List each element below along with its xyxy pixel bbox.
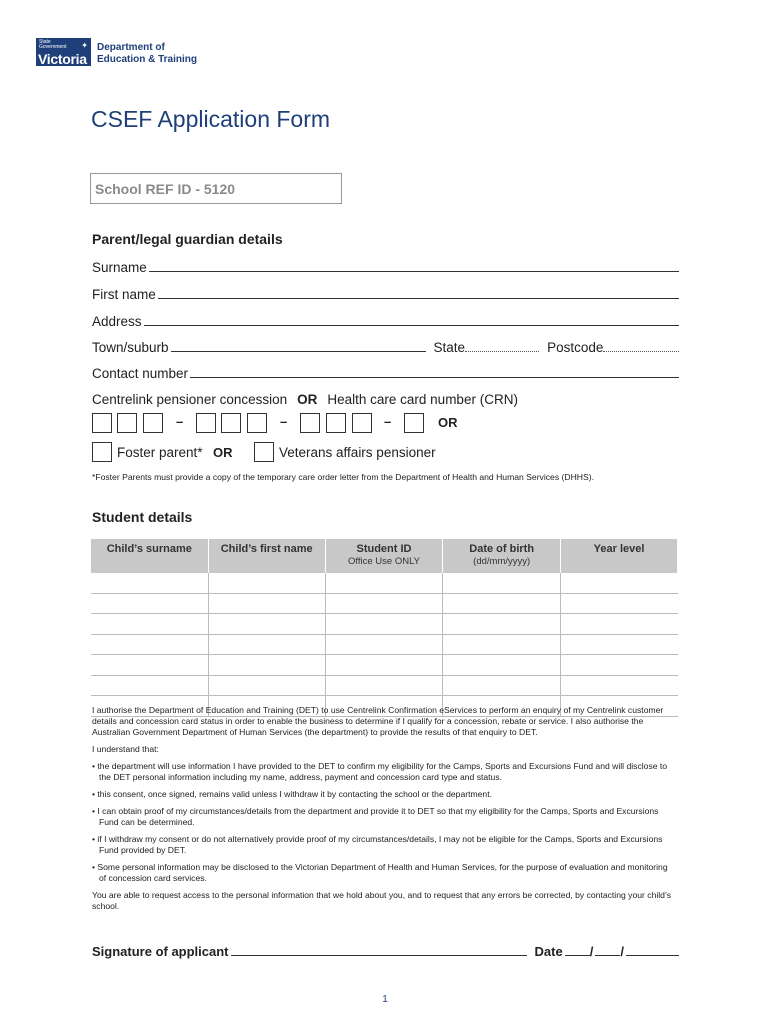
table-cell[interactable] — [325, 634, 442, 655]
foster-note: *Foster Parents must provide a copy of the temporary care order letter from the Department of Health and Human Services (DHHS). — [92, 472, 594, 482]
table-cell[interactable] — [208, 573, 325, 593]
student-table-body — [91, 573, 678, 716]
or-label: OR — [297, 392, 318, 407]
consent-access: You are able to request access to the personal information that we hold about you, and to request that any errors be corrected, by contacting your child’s school. — [92, 890, 671, 911]
crn-or-label: OR — [438, 415, 458, 430]
address-row — [92, 311, 679, 329]
table-cell[interactable] — [561, 573, 678, 593]
column-header: Child’s first name — [208, 539, 325, 573]
star-icon: ✦ — [81, 41, 88, 50]
logo-state-text: State Government — [39, 39, 67, 50]
crn-box[interactable] — [326, 413, 346, 433]
table-cell[interactable] — [443, 634, 561, 655]
crn-box[interactable] — [221, 413, 241, 433]
dept-line-1: Department of — [97, 42, 165, 53]
consent-intro: I authorise the Department of Education and Training (DET) to use Centrelink Confirmation eServices to perform an enquiry of my Centrelink customer details and concession card status in order to enable the business to determine if I qualify for a concession, rebate or service. I also authorise the Australian Government Department of Human Services (the department) to provide the results of that enquiry to DET. — [92, 705, 664, 737]
parent-section-heading: Parent/legal guardian details — [92, 231, 283, 247]
table-row — [91, 614, 678, 635]
table-row — [91, 573, 678, 593]
postcode-label: Postcode — [547, 340, 604, 355]
first-name-row — [92, 284, 679, 302]
foster-checkbox[interactable] — [92, 442, 112, 462]
date-year-field[interactable] — [626, 954, 679, 956]
table-cell[interactable] — [208, 593, 325, 614]
form-title: CSEF Application Form — [91, 106, 331, 132]
address-label: Address — [92, 314, 142, 329]
town-row — [92, 337, 679, 355]
page-number: 1 — [382, 994, 388, 1005]
consent-bullet: • the department will use information I have provided to the DET to confirm my eligibility for the Camps, Sports and Excursions Fund and will disclose to the DET personal information including my name, address, payment and concession card type and status. — [92, 761, 668, 782]
consent-bullet: • this consent, once signed, remains valid unless I withdraw it by contacting the school or the department. — [92, 789, 492, 799]
table-cell[interactable] — [208, 634, 325, 655]
surname-row — [92, 257, 679, 275]
table-cell[interactable] — [325, 593, 442, 614]
column-header: Year level — [561, 539, 678, 573]
crn-box[interactable] — [92, 413, 112, 433]
table-cell[interactable] — [561, 593, 678, 614]
crn-box[interactable] — [247, 413, 267, 433]
surname-field[interactable] — [149, 270, 679, 272]
signature-label: Signature of applicant — [92, 944, 229, 959]
table-cell[interactable] — [91, 655, 208, 676]
date-day-field[interactable] — [565, 954, 590, 956]
student-table-header — [91, 539, 678, 573]
column-header: Child’s surname — [91, 539, 208, 573]
table-cell[interactable] — [443, 675, 561, 696]
concession-b-label: Health care card number (CRN) — [327, 392, 518, 407]
dept-line-2: Education & Training — [97, 54, 198, 65]
table-cell[interactable] — [561, 675, 678, 696]
signature-field[interactable] — [231, 954, 527, 956]
veterans-checkbox[interactable] — [254, 442, 274, 462]
school-ref-text: School REF ID - 5120 — [95, 181, 236, 197]
first-name-field[interactable] — [158, 297, 679, 299]
table-cell[interactable] — [443, 655, 561, 676]
address-field[interactable] — [144, 324, 679, 326]
crn-dash: – — [384, 414, 392, 429]
crn-dash: – — [176, 414, 184, 429]
signature-row — [92, 944, 679, 959]
town-label: Town/suburb — [92, 340, 169, 355]
table-row — [91, 675, 678, 696]
postcode-field[interactable] — [603, 350, 679, 352]
concession-row — [92, 389, 679, 407]
crn-box[interactable] — [300, 413, 320, 433]
surname-label: Surname — [92, 260, 147, 275]
table-row — [91, 655, 678, 676]
consent-bullet: • I can obtain proof of my circumstances/details from the department and provide it to DET so that my eligibility for the Camps, Sports and Excursions Fund can be determined. — [92, 806, 659, 827]
consent-text — [92, 705, 677, 918]
date-slash: / — [589, 944, 594, 959]
table-cell[interactable] — [325, 573, 442, 593]
state-field[interactable] — [465, 350, 539, 352]
table-cell[interactable] — [208, 614, 325, 635]
consent-understand: I understand that: — [92, 744, 159, 754]
table-row — [91, 634, 678, 655]
victoria-logo — [36, 38, 91, 66]
table-row — [91, 593, 678, 614]
table-cell[interactable] — [325, 614, 442, 635]
consent-bullet: • Some personal information may be disclosed to the Victorian Department of Health and Human Services, for the purpose of evaluation and monitoring of concession card services. — [92, 862, 668, 883]
foster-or-label: OR — [213, 445, 233, 460]
table-cell[interactable] — [91, 593, 208, 614]
date-month-field[interactable] — [595, 954, 620, 956]
crn-box[interactable] — [143, 413, 163, 433]
contact-field[interactable] — [190, 376, 679, 378]
crn-box[interactable] — [404, 413, 424, 433]
crn-box[interactable] — [117, 413, 137, 433]
table-cell[interactable] — [91, 675, 208, 696]
table-cell[interactable] — [443, 614, 561, 635]
consent-bullet: • if I withdraw my consent or do not alternatively provide proof of my circumstances/details, I may not be eligible for the Camps, Sports and Excursions Fund provided by DET. — [92, 834, 663, 855]
table-cell[interactable] — [91, 634, 208, 655]
table-cell[interactable] — [443, 593, 561, 614]
table-cell[interactable] — [91, 573, 208, 593]
contact-label: Contact number — [92, 366, 189, 381]
table-cell[interactable] — [443, 573, 561, 593]
consent-bullets — [92, 761, 677, 884]
crn-dash: – — [280, 414, 288, 429]
first-name-label: First name — [92, 287, 156, 302]
town-field[interactable] — [171, 350, 426, 352]
state-label: State — [433, 340, 466, 355]
table-cell[interactable] — [208, 675, 325, 696]
table-cell[interactable] — [325, 655, 442, 676]
concession-a-label: Centrelink pensioner concession — [92, 392, 288, 407]
table-cell[interactable] — [561, 655, 678, 676]
date-slash: / — [620, 944, 624, 959]
date-label: Date — [534, 944, 563, 959]
column-header: Date of birth (dd/mm/yyyy) — [443, 539, 561, 573]
student-section-heading: Student details — [92, 509, 193, 525]
crn-box[interactable] — [196, 413, 216, 433]
logo-victoria-text: Victoria — [38, 51, 87, 67]
veterans-label: Veterans affairs pensioner — [279, 445, 436, 460]
table-cell[interactable] — [208, 655, 325, 676]
contact-row — [92, 363, 679, 381]
table-cell[interactable] — [561, 634, 678, 655]
school-ref-box — [90, 173, 342, 204]
crn-box[interactable] — [352, 413, 372, 433]
table-cell[interactable] — [91, 614, 208, 635]
column-header: Student ID Office Use ONLY — [325, 539, 442, 573]
table-cell[interactable] — [325, 675, 442, 696]
student-table — [91, 539, 678, 717]
department-name — [97, 42, 197, 66]
table-cell[interactable] — [561, 614, 678, 635]
foster-label: Foster parent* — [117, 445, 203, 460]
